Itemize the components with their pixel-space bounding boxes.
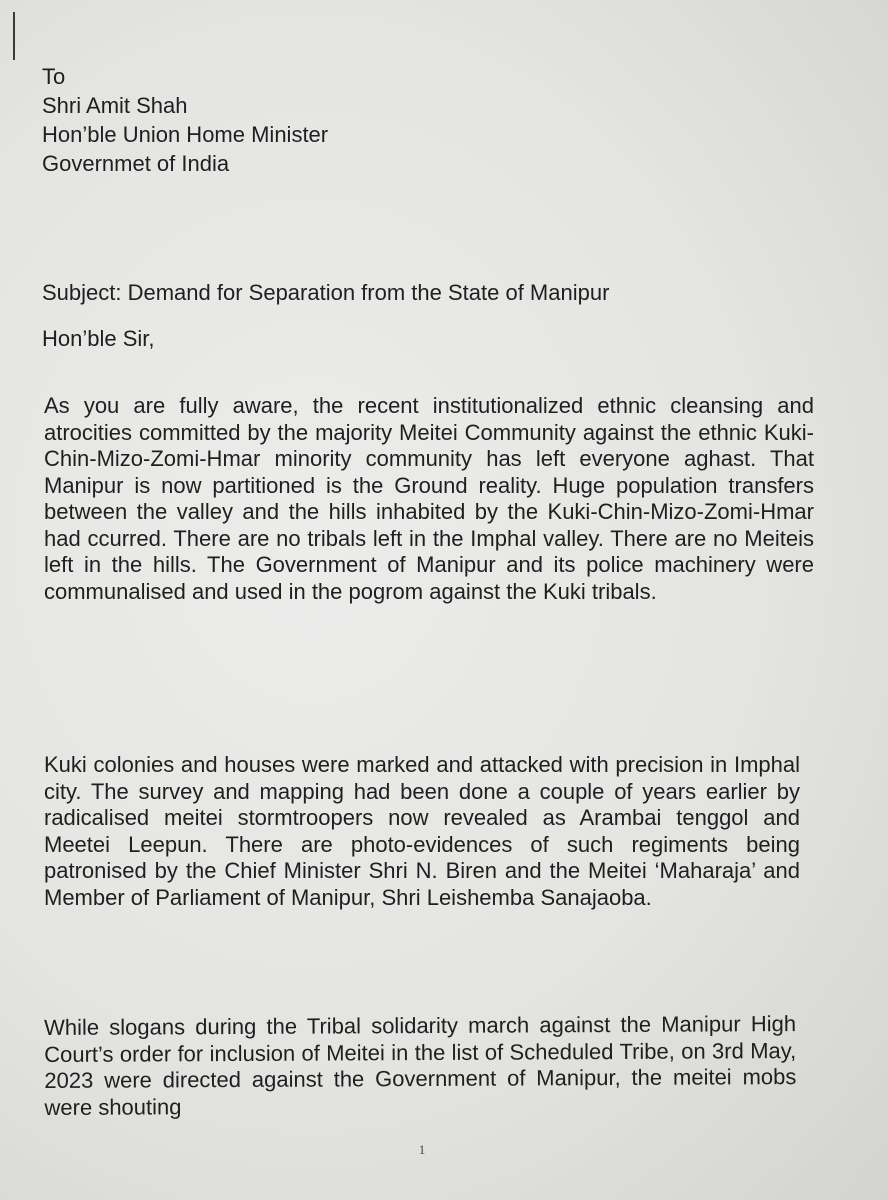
address-line-title: Hon’ble Union Home Minister bbox=[42, 122, 329, 147]
address-line-name: Shri Amit Shah bbox=[42, 93, 188, 118]
body-paragraph-2: Kuki colonies and houses were marked and attacked with precision in Imphal city. The survey and mapping had been done a couple of years earlier by radicalised meitei stormtroopers now revealed as Arambai tenggol and Meetei Leepun. There are photo-evidences of such regiments being patronised by the Chief Minister Shri N. Biren and the Meitei ‘Maharaja’ and Member of Parliament of Manipur, Shri Leishemba Sanajaoba. bbox=[44, 752, 800, 910]
body-paragraph-1: As you are fully aware, the recent institutionalized ethnic cleansing and atrocities committed by the majority Meitei Community against the ethnic Kuki-Chin-Mizo-Zomi-Hmar minority community has left everyone aghast. That Manipur is now partitioned is the Ground reality. Huge population transfers between the valley and the hills inhabited by the Kuki-Chin-Mizo-Zomi-Hmar had ccurred. There are no tribals left in the Imphal valley. There are no Meiteis left in the hills. The Government of Manipur and its police machinery were communalised and used in the pogrom against the Kuki tribals. bbox=[44, 393, 814, 604]
address-line-org: Governmet of India bbox=[42, 151, 230, 176]
recipient-address bbox=[42, 62, 328, 178]
salutation: Hon’ble Sir, bbox=[42, 326, 155, 351]
address-line-to: To bbox=[42, 64, 66, 89]
margin-mark bbox=[13, 12, 15, 60]
subject-line: Subject: Demand for Separation from the State of Manipur bbox=[42, 280, 610, 305]
body-paragraph-3: While slogans during the Tribal solidarity march against the Manipur High Court’s order for inclusion of Meitei in the list of Scheduled Tribe, on 3rd May, 2023 were directed against the Government of Manipur, the meitei mobs were shouting bbox=[44, 1011, 797, 1120]
page-number: 1 bbox=[418, 1142, 426, 1157]
